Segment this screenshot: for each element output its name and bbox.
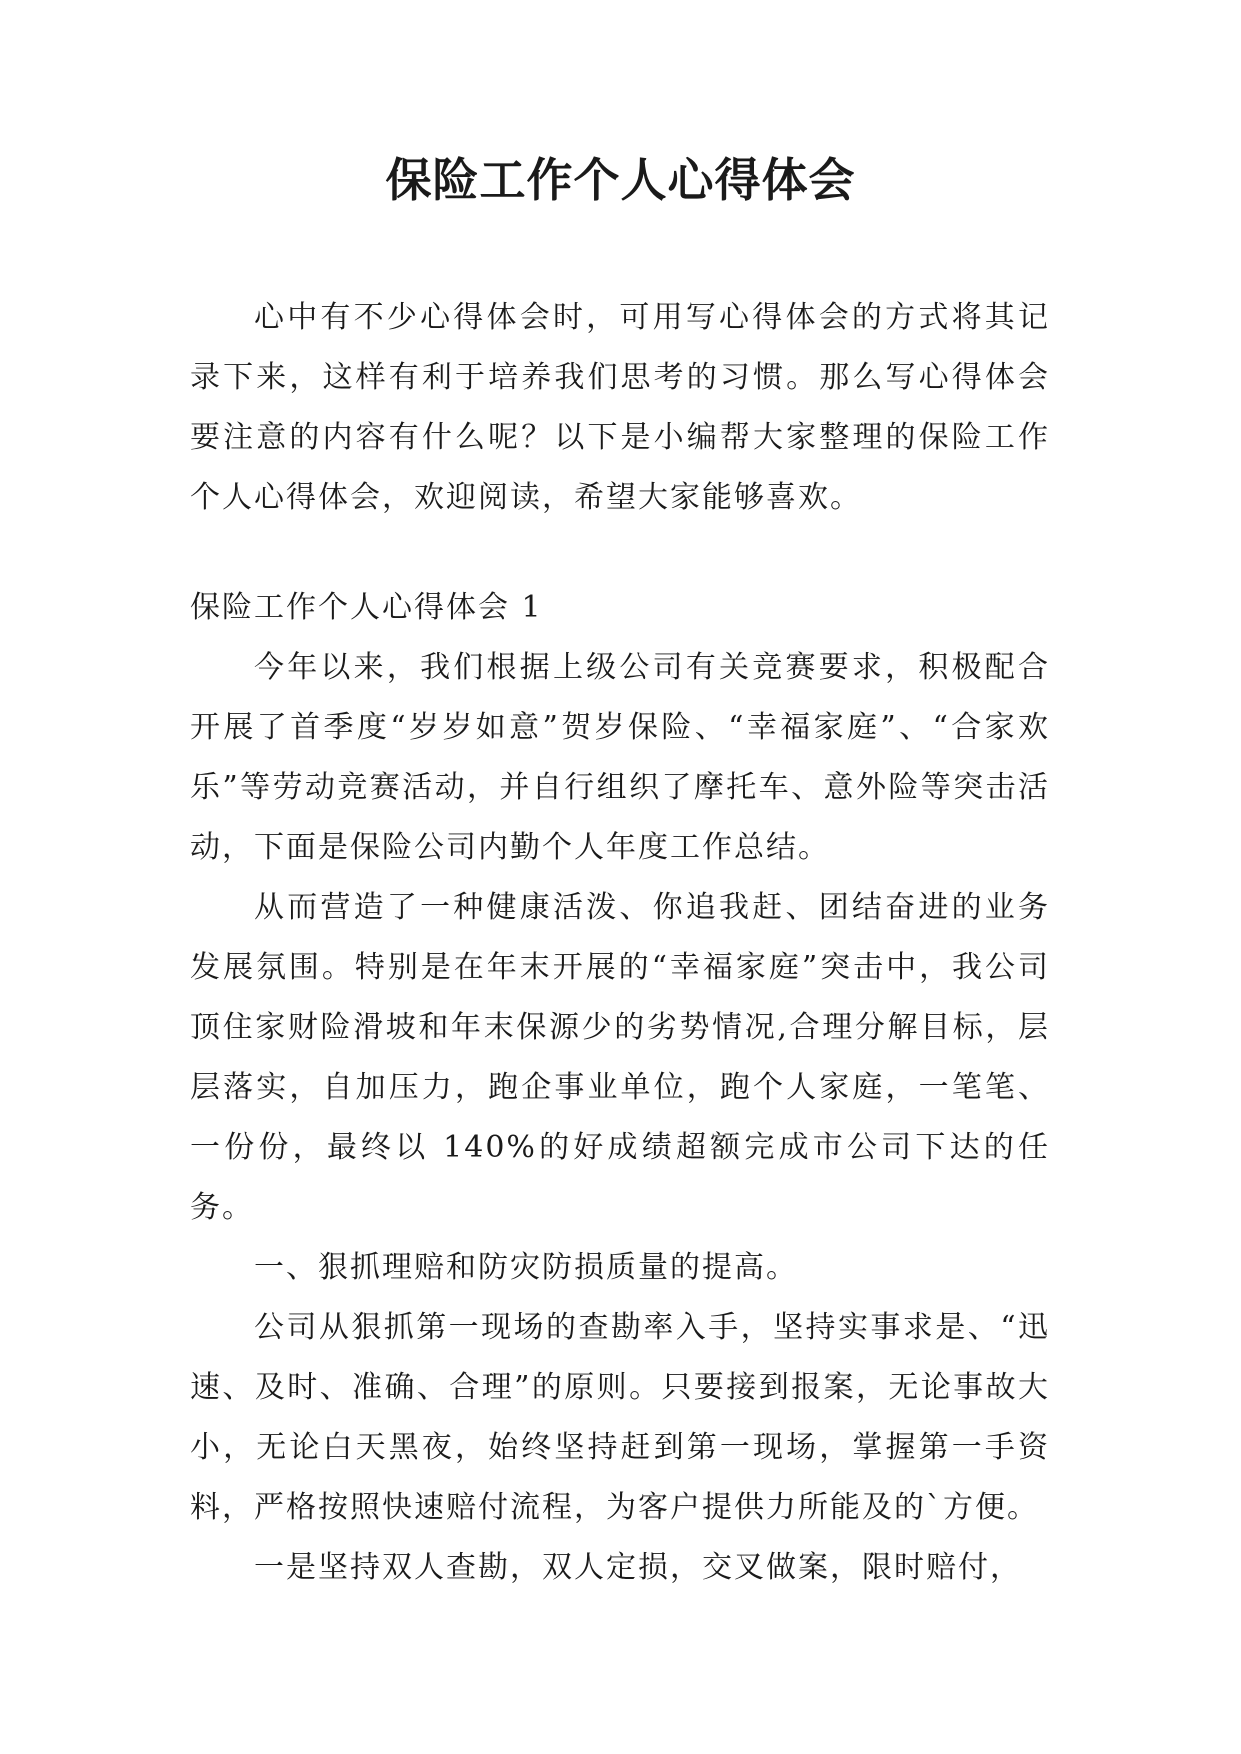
- body-paragraph: 今年以来，我们根据上级公司有关竞赛要求，积极配合开展了首季度“岁岁如意”贺岁保险、“幸福家庭”、“合家欢乐”等劳动竞赛活动，并自行组织了摩托车、意外险等突击活动，下面是保险公司内勤个人年度工作总结。: [190, 650, 1050, 865]
- section-heading: 保险工作个人心得体会 1: [190, 590, 543, 625]
- body-paragraph: 从而营造了一种健康活泼、你追我赶、团结奋进的业务发展氛围。特别是在年末开展的“幸福家庭”突击中，我公司顶住家财险滑坡和年末保源少的劣势情况,合理分解目标，层层落实，自加压力，跑企事业单位，跑个人家庭，一笔笔、一份份，最终以 140%的好成绩超额完成市公司下达的任务。: [190, 890, 1050, 1225]
- page-title: 保险工作个人心得体会: [385, 153, 856, 207]
- body-paragraph: 一是坚持双人查勘，双人定损，交叉做案，限时赔付，: [254, 1550, 1022, 1585]
- body-paragraph: 一、狠抓理赔和防灾防损质量的提高。: [254, 1250, 798, 1285]
- body-paragraph: 公司从狠抓第一现场的查勘率入手，坚持实事求是、“迅速、及时、准确、合理”的原则。只要接到报案，无论事故大小，无论白天黑夜，始终坚持赶到第一现场，掌握第一手资料，严格按照快速赔付流程，为客户提供力所能及的`方便。: [190, 1310, 1050, 1525]
- intro-paragraph: 心中有不少心得体会时，可用写心得体会的方式将其记录下来，这样有利于培养我们思考的习惯。那么写心得体会要注意的内容有什么呢？以下是小编帮大家整理的保险工作个人心得体会，欢迎阅读，希望大家能够喜欢。: [190, 300, 1050, 515]
- document-body: [190, 288, 1050, 1598]
